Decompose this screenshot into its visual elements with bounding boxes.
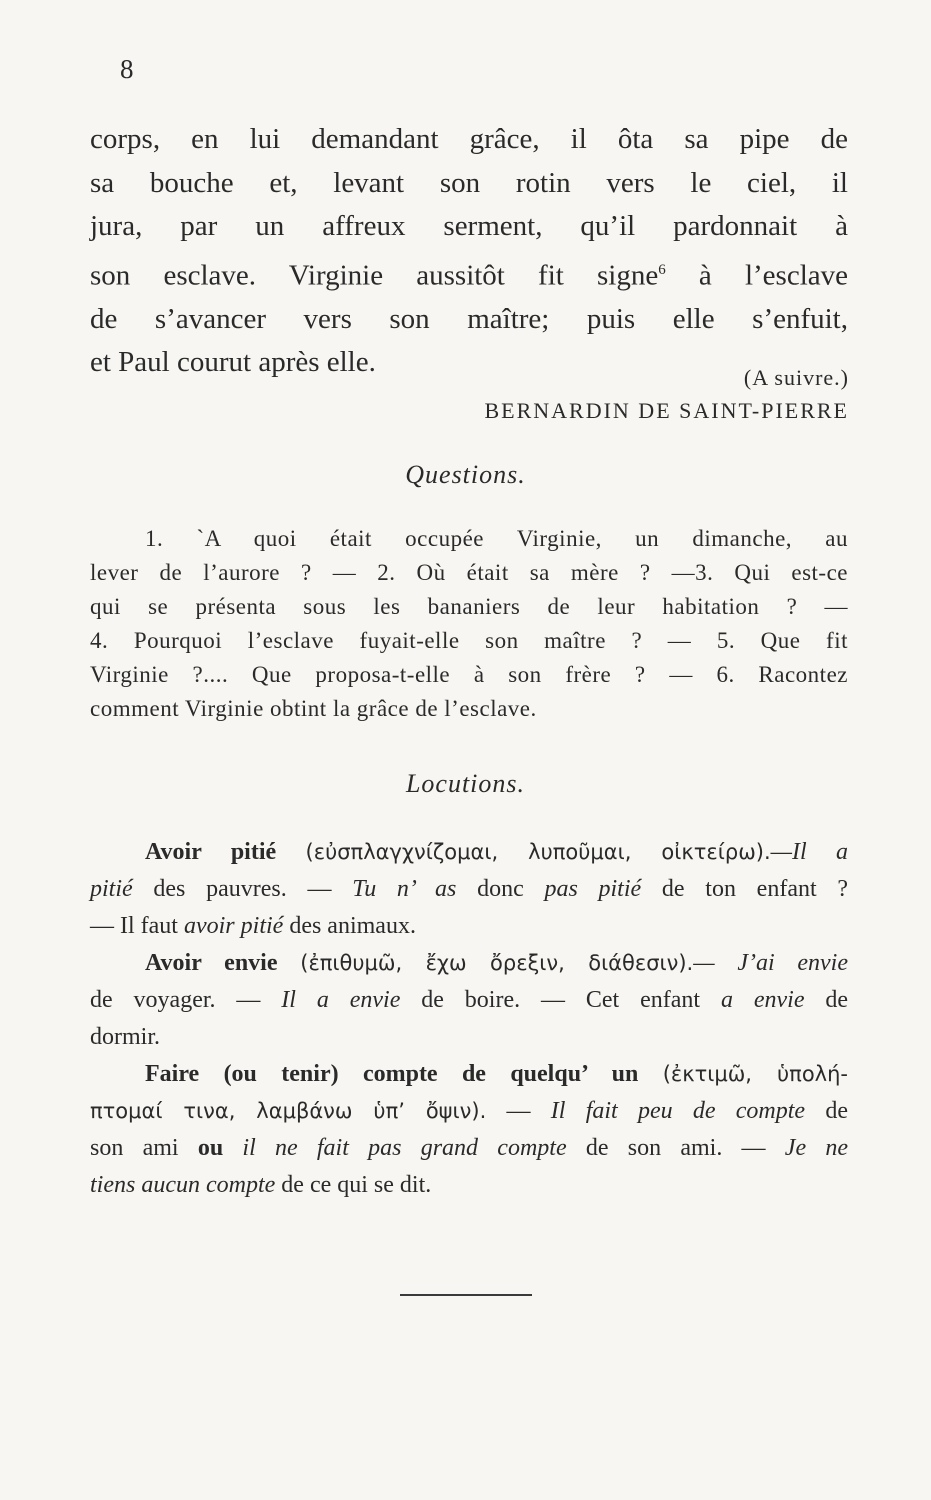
example: il ne fait pas grand compte — [242, 1135, 567, 1161]
example: Tu n’ as — [352, 876, 457, 902]
question-line: 4. Pourquoi l’esclave fuyait-elle son maître ? — 5. Que fit — [90, 628, 848, 653]
greek-gloss: (ἐπιθυμῶ, ἔχω ὄρεξιν, διάθεσιν). — [300, 951, 694, 975]
example: Je ne — [784, 1135, 848, 1161]
example-text: donc — [456, 876, 545, 902]
questions-heading: Questions. — [405, 460, 526, 489]
example-text: de — [805, 1098, 849, 1124]
question-line: qui se présenta sous les bananiers de leur habitation ? — — [90, 594, 848, 619]
narrative-line: sa bouche et, levant son rotin vers le ciel, il — [90, 166, 848, 199]
example: avoir pitié — [183, 913, 284, 939]
question-line: comment Virginie obtint la grâce de l’esclave. — [90, 696, 537, 721]
locution-term: Faire (ou tenir) compte de quelqu’ un — [145, 1061, 639, 1087]
end-divider — [400, 1294, 532, 1296]
example: Il fait peu de compte — [550, 1098, 806, 1124]
locution-line — [90, 982, 848, 1019]
example-text: de ce qui se dit. — [275, 1172, 432, 1198]
locution-line — [90, 1093, 848, 1130]
example: —Il a — [770, 839, 849, 865]
example-text: de son ami. — — [566, 1135, 785, 1161]
example-text: — — [486, 1098, 551, 1124]
narrative-line: jura, par un affreux serment, qu’il pardonnait à — [90, 210, 848, 242]
greek-gloss: (ἐκτιμῶ, ὑπολή- — [662, 1062, 848, 1086]
locution-line — [90, 1056, 848, 1093]
locution-term: Avoir pitié — [145, 839, 277, 865]
locution-line — [90, 1167, 848, 1204]
example-text: de voyager. — — [90, 987, 282, 1013]
conjunction: ou — [197, 1135, 224, 1161]
locution-line — [90, 1130, 848, 1167]
example-text: de ton enfant ? — [641, 876, 849, 902]
example-text: de — [804, 987, 849, 1013]
example-text: des pauvres. — — [132, 876, 353, 902]
page-number: 8 — [120, 54, 135, 84]
question-line: lever de l’aurore ? — 2. Où était sa mère ? —3. Qui est-ce — [90, 560, 848, 585]
narrative-line: et Paul courut après elle. — [90, 346, 376, 379]
example: tiens aucun compte — [90, 1172, 276, 1198]
narrative-line-text: son esclave. Virginie aussitôt fit signe — [90, 259, 659, 292]
example-text: — Il faut — [90, 913, 184, 939]
example: a envie — [720, 987, 805, 1013]
example-text: des animaux. — [283, 913, 416, 939]
locution-line — [90, 834, 848, 871]
question-line: 1. `A quoi était occupée Virginie, un dimanche, au — [145, 526, 848, 551]
footnote-marker: 6 — [658, 261, 666, 278]
locution-line — [90, 871, 848, 908]
example: — J’ai envie — [693, 950, 848, 976]
example: pitié — [90, 876, 133, 902]
example: Il a envie — [281, 987, 401, 1013]
narrative-line: de s’avancer vers son maître; puis elle s’enfuit, — [90, 302, 848, 335]
example-text: de boire. — Cet enfant — [400, 987, 721, 1013]
narrative-line: corps, en lui demandant grâce, il ôta sa pipe de — [90, 123, 848, 155]
example: pas pitié — [544, 876, 642, 902]
locution-line — [90, 945, 848, 982]
question-line: Virginie ?.... Que proposa-t-elle à son frère ? — 6. Racontez — [90, 662, 848, 687]
example-text: dormir. — [90, 1024, 160, 1050]
locutions-heading: Locutions. — [405, 769, 526, 798]
locution-line — [90, 908, 848, 945]
locution-line — [90, 1019, 848, 1056]
locutions-list — [90, 834, 848, 1204]
example-text: son ami — [90, 1135, 198, 1161]
greek-gloss: (εὐσπλαγχνίζομαι, λυποῦμαι, οἰκτείρω). — [305, 840, 771, 864]
continued-note: (A suivre.) — [743, 365, 849, 390]
locution-term: Avoir envie — [145, 950, 278, 976]
narrative-line-tail: à l’esclave — [665, 259, 848, 292]
questions-paragraph — [90, 522, 848, 726]
greek-gloss: πτομαί τινα, λαμβάνω ὑπ’ ὄψιν). — [90, 1099, 487, 1123]
author-signature: BERNARDIN DE SAINT-PIERRE — [484, 398, 849, 423]
narrative-line — [90, 249, 848, 298]
narrative-paragraph — [90, 118, 848, 385]
